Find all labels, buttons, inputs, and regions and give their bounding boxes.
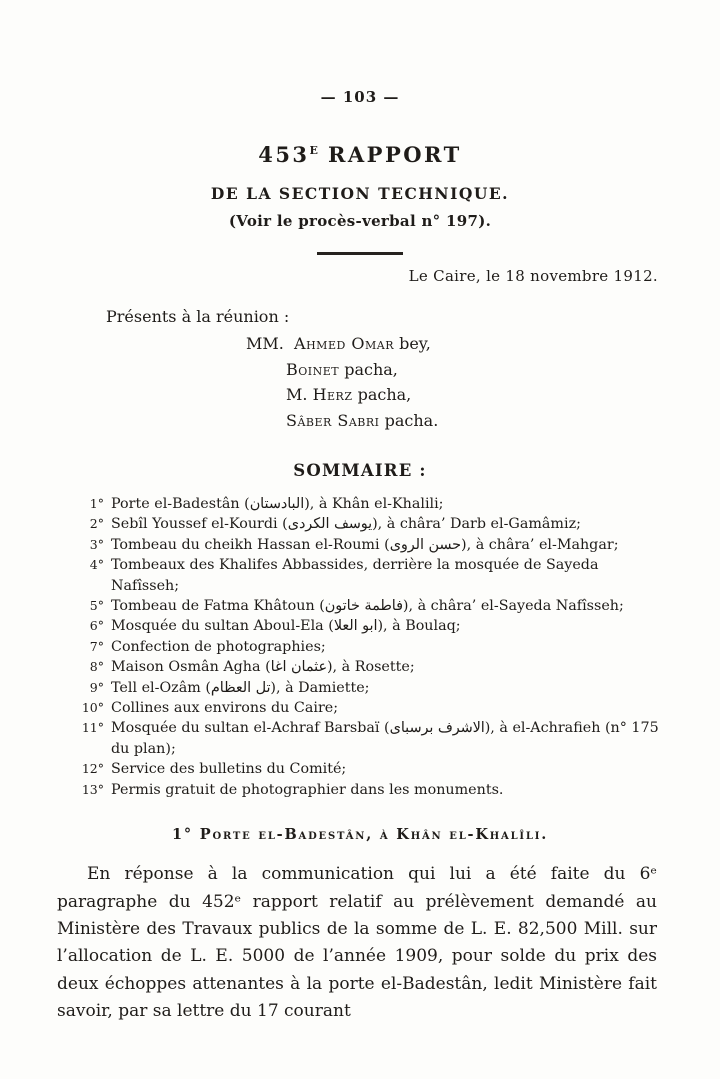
attendee-name-suffix: pacha, xyxy=(339,359,398,379)
dateline: Le Caire, le 18 novembre 1912. xyxy=(408,267,658,285)
attendee-name-suffix: pacha. xyxy=(379,410,439,430)
sommaire-item xyxy=(74,555,662,596)
sommaire-item-text: Tombeau du cheikh Hassan el-Roumi (حسن الروى), à châra’ el-Mahgar; xyxy=(111,536,619,553)
report-title-number: 453 xyxy=(258,142,310,167)
sommaire-item xyxy=(74,718,662,759)
sommaire-item-text: Confection de photographies; xyxy=(111,638,326,655)
sommaire-item-text: Maison Osmân Agha (عثمان اغا), à Rosette; xyxy=(111,659,415,676)
sommaire-item xyxy=(74,616,662,636)
sommaire-item xyxy=(74,759,662,779)
sommaire-item-text: Tombeaux des Khalifes Abbassides, derrière la mosquée de Sayeda Nafîsseh; xyxy=(111,557,599,594)
attendee-name: Herz xyxy=(312,385,353,404)
sommaire-item-text: Permis gratuit de photographier dans les monuments. xyxy=(111,781,504,798)
sommaire-item-number: 12° xyxy=(81,761,104,777)
sommaire-item-number: 2° xyxy=(89,516,104,532)
attendee-name-suffix: bey, xyxy=(393,334,431,353)
attendee-name: Boinet xyxy=(286,359,340,379)
sommaire-list xyxy=(74,494,662,800)
sommaire-item xyxy=(74,657,662,677)
sommaire-item-number: 5° xyxy=(89,598,104,614)
sommaire-item-number: 10° xyxy=(81,700,104,716)
sommaire-item xyxy=(74,494,662,514)
sommaire-item xyxy=(74,514,662,534)
body-paragraph: En réponse à la communication qui lui a été faite du 6ᵉ paragraphe du 452ᵉ rapport relatif au prélèvement demandé au Ministère des Travaux publics de la somme de L. E. 82,500 Mill. sur l’allocation de L. E. 5000 de l’année 1909, pour solde du prix des deux échoppes attenantes à la porte el-Badestân, ledit Ministère fait savoir, par sa lettre du 17 courant xyxy=(57,864,657,1022)
sommaire-heading: SOMMAIRE : xyxy=(293,461,427,480)
presents-intro: Présents à la réunion : xyxy=(106,307,290,326)
attendee-row xyxy=(246,382,720,408)
sommaire-item-number: 1° xyxy=(89,496,104,511)
attendee-row xyxy=(246,408,720,434)
sommaire-item-text: Mosquée du sultan el-Achraf Barsbaï (الاشرف برسباى), à el-Achrafieh (n° 175 du plan); xyxy=(111,720,659,757)
report-reference: (Voir le procès-verbal n° 197). xyxy=(228,212,492,230)
sommaire-item xyxy=(74,698,662,718)
attendees-list xyxy=(246,331,720,433)
sommaire-item xyxy=(74,780,662,800)
sommaire-item-text: Tell el-Ozâm (تل العظام), à Damiette; xyxy=(111,679,370,696)
page-number: — 103 — xyxy=(320,88,400,106)
sommaire-item-number: 13° xyxy=(81,781,104,797)
sommaire-item-text: Mosquée du sultan Aboul-Ela (ابو العلا), à Boulaq; xyxy=(111,618,461,635)
report-title xyxy=(0,142,720,167)
attendee-name: Ahmed Omar xyxy=(294,334,394,353)
sommaire-item-number: 3° xyxy=(89,536,104,552)
attendee-name-pre: M. xyxy=(286,385,313,404)
sommaire-item-text: Tombeau de Fatma Khâtoun (فاطمة خاتون), à châra’ el-Sayeda Nafîsseh; xyxy=(111,598,624,615)
sommaire-item-text: Porte el-Badestân (البادستان), à Khân el-Khalili; xyxy=(111,496,444,512)
sommaire-item-number: 7° xyxy=(89,638,104,654)
attendee-name: Sâber Sabri xyxy=(286,410,380,430)
sommaire-item-number: 9° xyxy=(89,679,104,695)
section-heading: 1° Porte el-Badestân, à Khân el-Khalîli. xyxy=(171,826,549,844)
attendee-name-suffix: pacha, xyxy=(352,385,412,404)
sommaire-item xyxy=(74,535,662,555)
report-title-word: RAPPORT xyxy=(327,142,462,167)
sommaire-item xyxy=(74,678,662,698)
report-subtitle: DE LA SECTION TECHNIQUE. xyxy=(210,184,510,203)
sommaire-item-text: Service des bulletins du Comité; xyxy=(111,761,347,778)
sommaire-item-number: 6° xyxy=(89,618,104,634)
sommaire-item xyxy=(74,637,662,657)
sommaire-item-number: 8° xyxy=(89,659,104,675)
divider-rule xyxy=(317,252,403,255)
sommaire-item-number: 11° xyxy=(81,720,104,736)
attendees-prefix: MM. xyxy=(246,334,284,353)
sommaire-item-text: Collines aux environs du Caire; xyxy=(111,700,339,717)
attendee-row xyxy=(246,331,720,357)
attendee-row xyxy=(246,357,720,383)
sommaire-item xyxy=(74,596,662,616)
report-title-superscript: E xyxy=(309,144,318,157)
sommaire-item-text: Sebîl Youssef el-Kourdi (يوسف الكردى), à châra’ Darb el-Gamâmiz; xyxy=(111,516,581,533)
sommaire-item-number: 4° xyxy=(89,557,104,573)
